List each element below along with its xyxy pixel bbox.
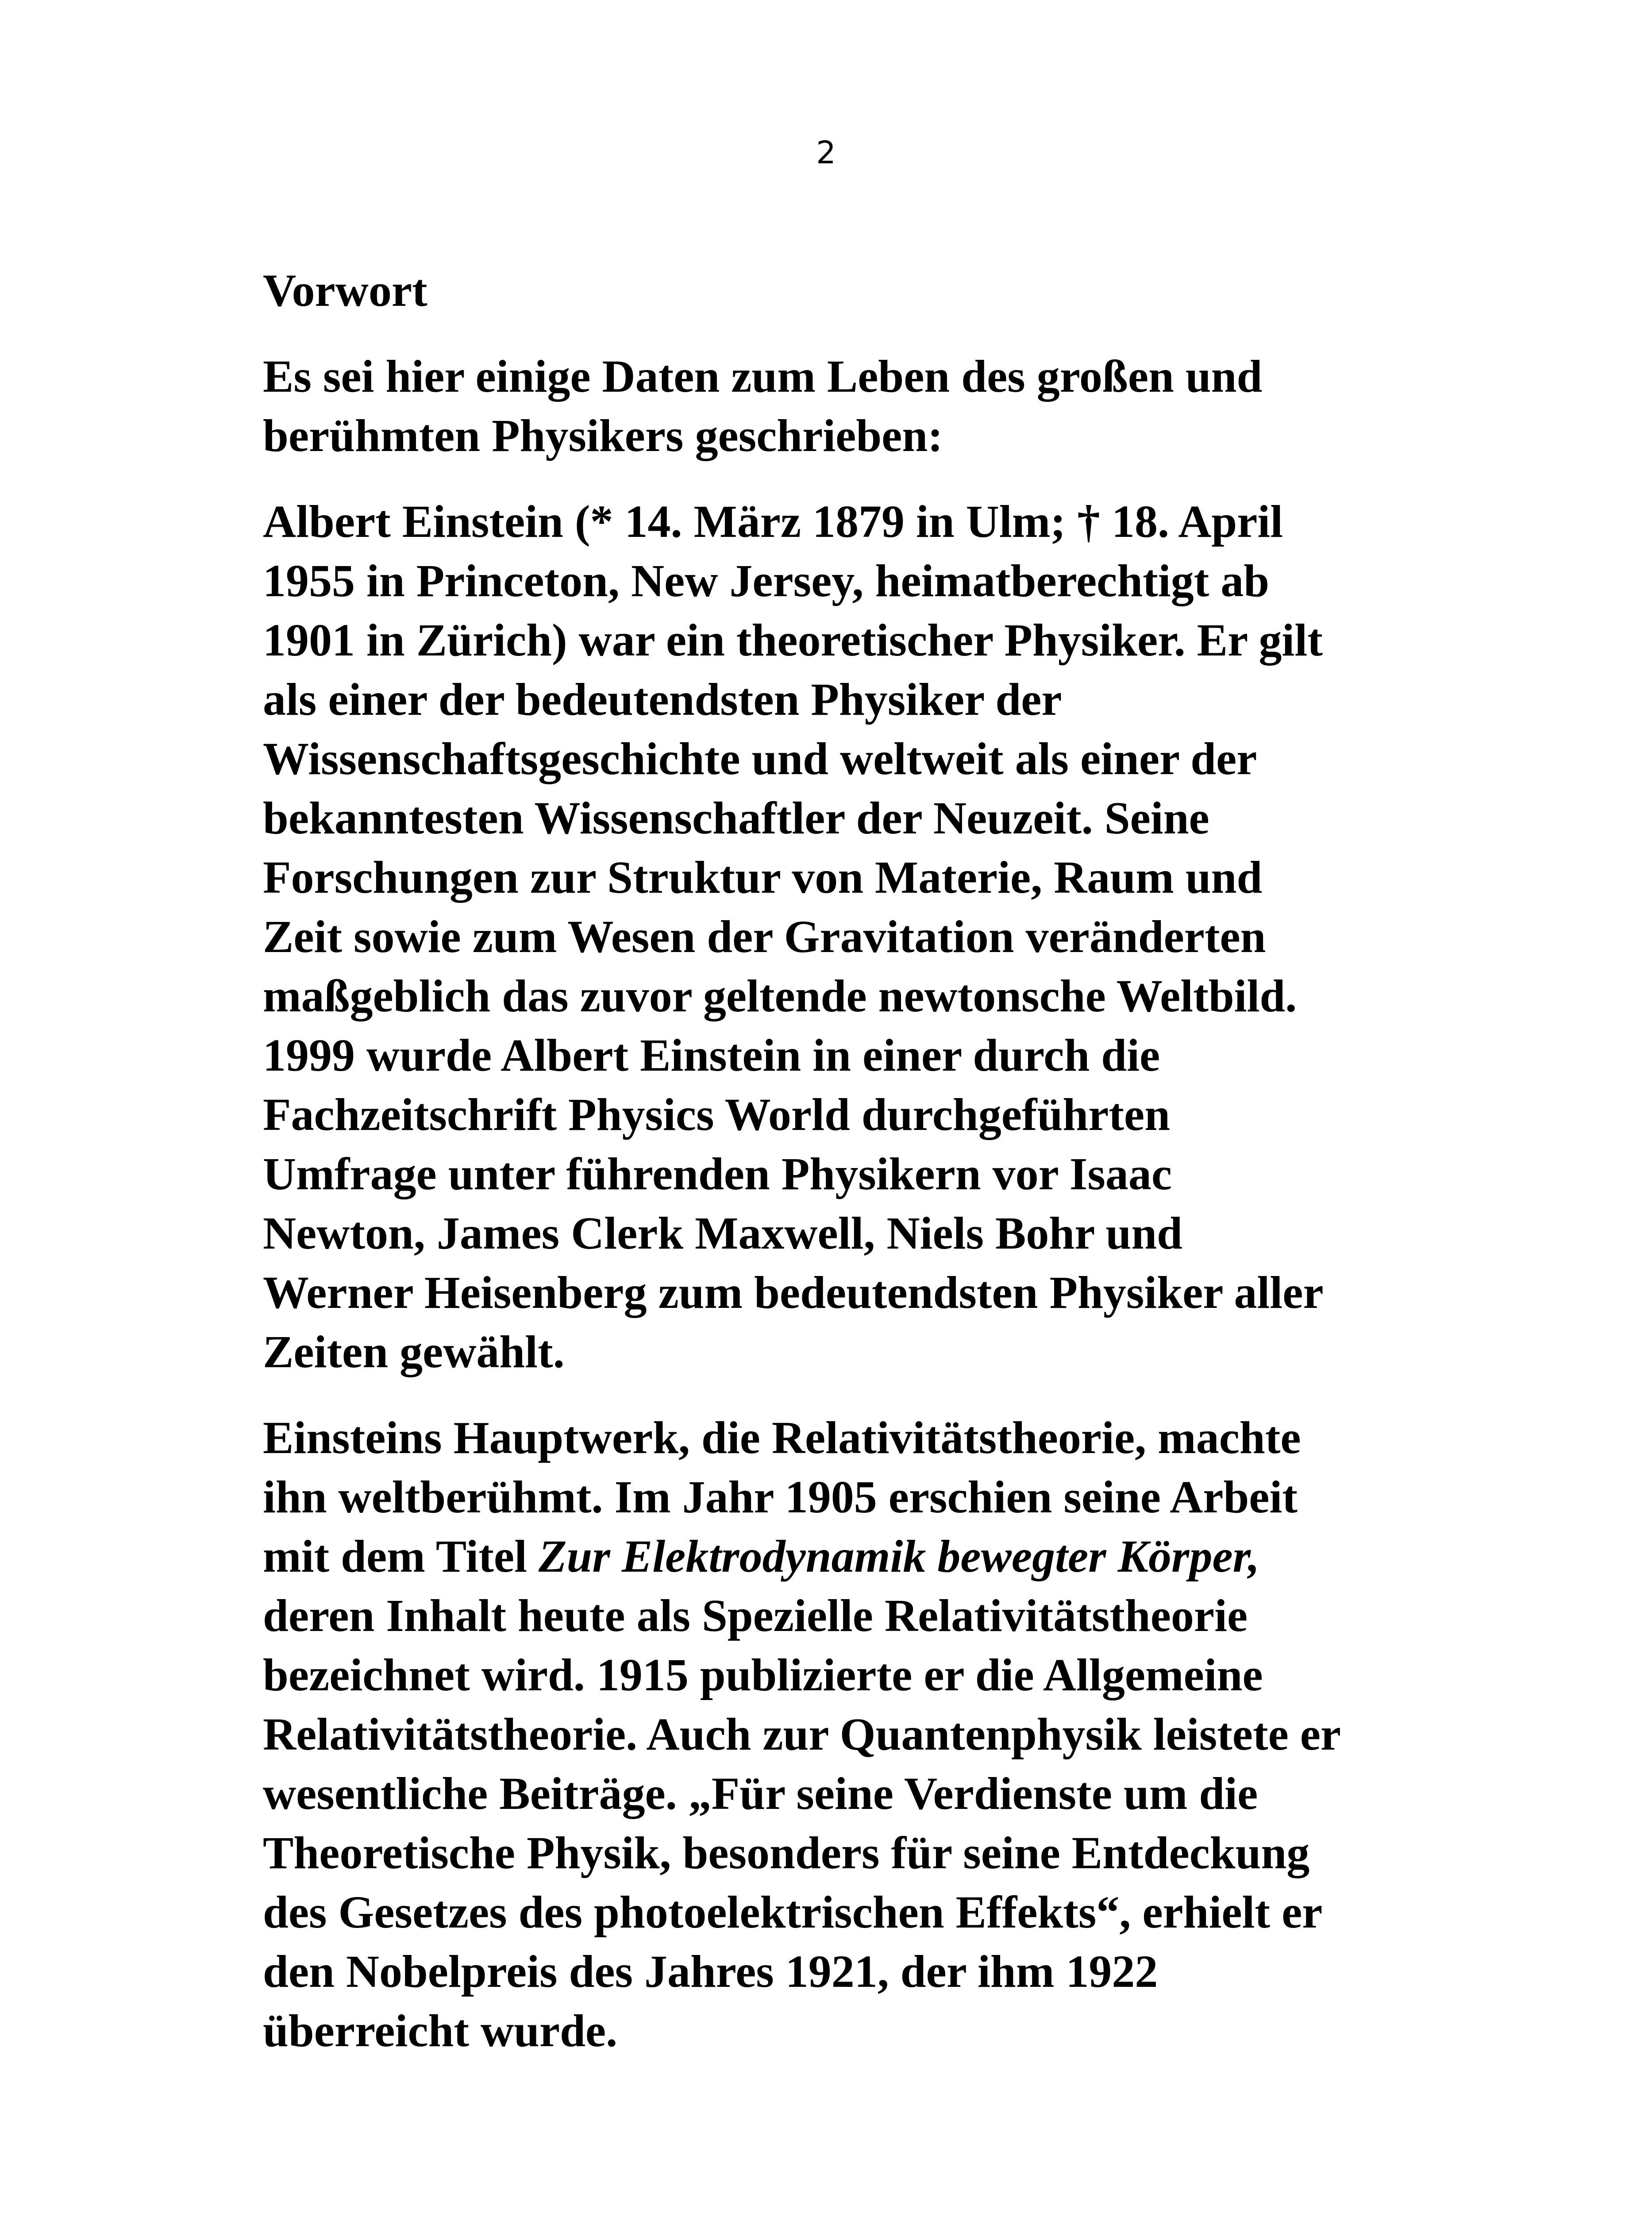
text-line: deren Inhalt heute als Spezielle Relativitätstheorie [263,1590,1248,1641]
text-line: überreicht wurde. [263,2005,618,2056]
page-number: 2 [816,135,836,171]
text-line: 1955 in Princeton, New Jersey, heimatberechtigt ab [263,555,1270,606]
text-line: Relativitätstheorie. Auch zur Quantenphysik leistete er [263,1709,1341,1760]
text-line: Zeit sowie zum Wesen der Gravitation veränderten [263,911,1266,962]
text-line: Wissenschaftsgeschichte und weltweit als einer der [263,733,1257,784]
text-line: Zeiten gewählt. [263,1326,565,1377]
work-paragraph [263,1408,1396,2061]
text-line: Fachzeitschrift Physics World durchgeführten [263,1089,1171,1140]
text-line: des Gesetzes des photoelektrischen Effekts“, erhielt er [263,1887,1323,1938]
text-line: Es sei hier einige Daten zum Leben des großen und [263,351,1263,402]
text-line: wesentliche Beiträge. „Für seine Verdienste um die [263,1768,1258,1819]
text-line: 1999 wurde Albert Einstein in einer durch die [263,1030,1160,1081]
text-line: Forschungen zur Struktur von Materie, Raum und [263,852,1263,903]
page-content [263,261,1396,2087]
intro-paragraph [263,347,1396,466]
text-line: bekanntesten Wissenschaftler der Neuzeit. Seine [263,793,1209,844]
text-line: bezeichnet wird. 1915 publizierte er die Allgemeine [263,1650,1263,1700]
text-line: maßgeblich das zuvor geltende newtonsche Weltbild. [263,971,1297,1022]
text-line: 1901 in Zürich) war ein theoretischer Physiker. Er gilt [263,615,1323,666]
text-line: ihn weltberühmt. Im Jahr 1905 erschien seine Arbeit [263,1472,1298,1523]
text-line [263,1527,1396,1586]
biography-paragraph [263,492,1396,1382]
text-line: berühmten Physikers geschrieben: [263,410,943,461]
text-line: Einsteins Hauptwerk, die Relativitätstheorie, machte [263,1412,1301,1463]
text-line: Werner Heisenberg zum bedeutendsten Physiker aller [263,1267,1324,1318]
work-title: Zur Elektrodynamik bewegter Körper, [538,1531,1260,1582]
text-line: den Nobelpreis des Jahres 1921, der ihm 1922 [263,1946,1158,1997]
text-line: Albert Einstein (* 14. März 1879 in Ulm; † 18. April [263,496,1283,547]
text-line: Theoretische Physik, besonders für seine Entdeckung [263,1827,1310,1878]
text-segment: mit dem Titel [263,1531,539,1582]
text-line: als einer der bedeutendsten Physiker der [263,674,1062,725]
section-heading: Vorwort [263,265,427,316]
text-line: Umfrage unter führenden Physikern vor Isaac [263,1149,1172,1199]
text-line: Newton, James Clerk Maxwell, Niels Bohr und [263,1208,1183,1259]
